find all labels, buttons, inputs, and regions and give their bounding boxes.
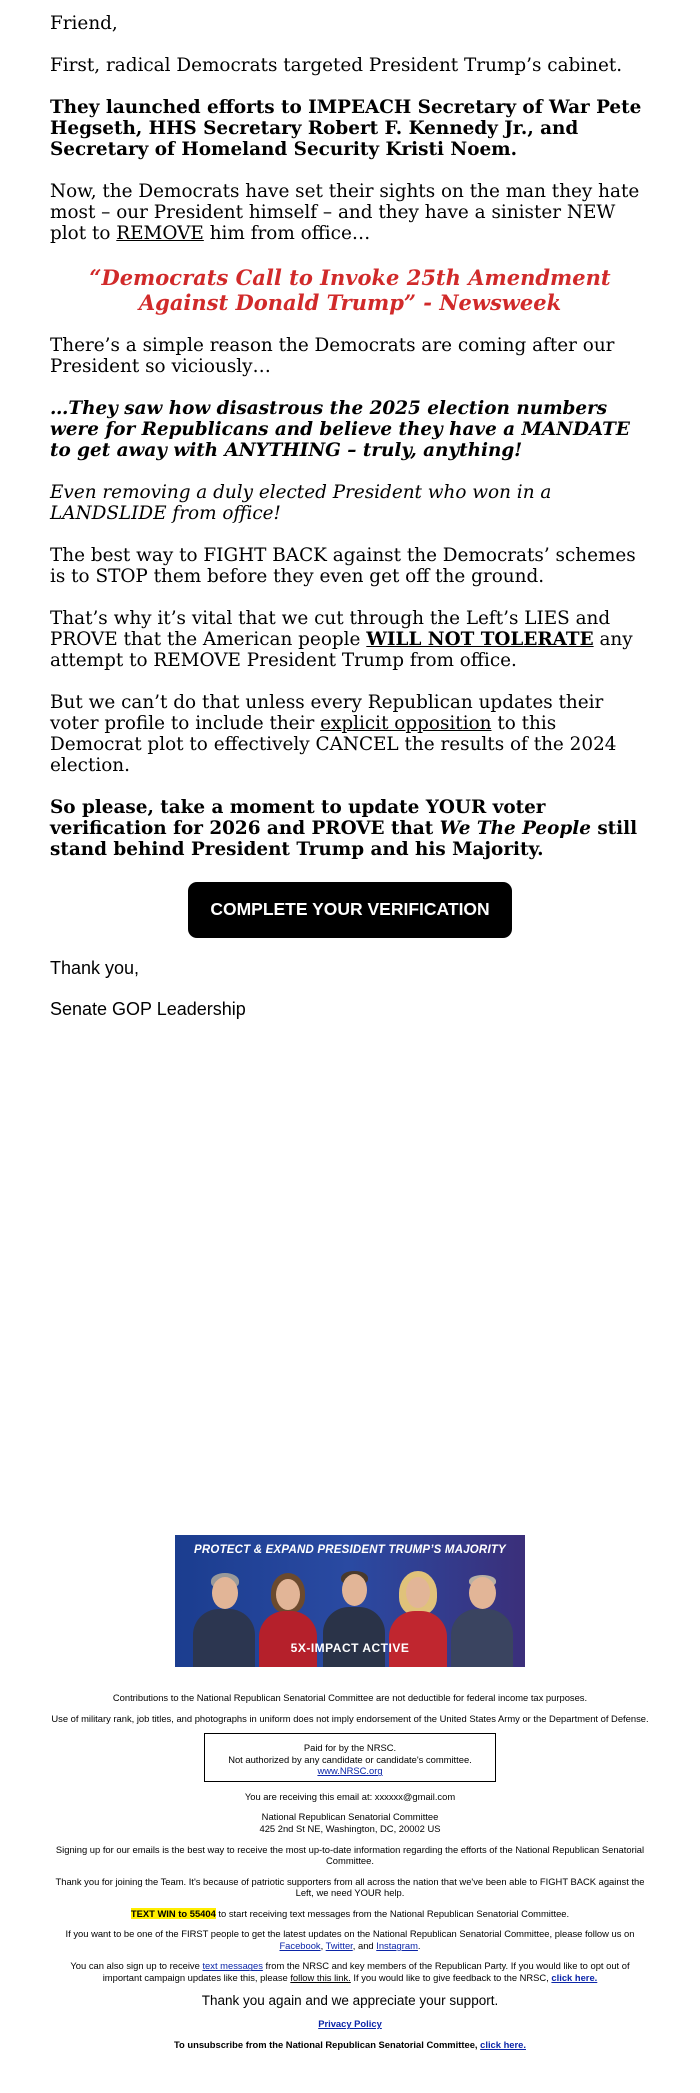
cta-container [50,882,650,938]
remove-underlined: REMOVE [116,222,204,244]
military-note: Use of military rank, job titles, and photographs in uniform does not imply endorsement of the United States Army or the Department of Defense. [51,1712,649,1724]
email-body [50,14,650,1041]
privacy-line [50,2018,650,2030]
paragraph-verification: So please, take a moment to update YOUR voter verification for 2026 and PROVE that We The People still stand behind President Trump and his Majority. [50,796,638,860]
thanks-team: Thank you for joining the Team. It's because of patriotic supporters from all across the nation that we've been able to FIGHT BACK against the Left, we need YOUR help. [55,1875,645,1899]
receiving-email: You are receiving this email at: xxxxxx@gmail.com [244,1790,456,1802]
will-not-tolerate: WILL NOT TOLERATE [366,628,594,650]
paragraph-impeach: They launched efforts to IMPEACH Secretary of War Pete Hegseth, HHS Secretary Robert F. Kennedy Jr., and Secretary of Homeland Security Kristi Noem. [50,96,642,160]
text-win-line: TEXT WIN to 55404 to start receiving text messages from the National Republican Senatorial Committee. [130,1907,570,1919]
unsubscribe-link[interactable]: click here. [480,2038,526,2050]
nrsc-site-link[interactable]: www.NRSC.org [317,1765,383,1777]
opt-out-link[interactable]: follow this link. [290,1972,351,1983]
newsweek-quote: “Democrats Call to Invoke 25th Amendment Against Donald Trump” - Newsweek [89,264,611,315]
thanks-again: Thank you again and we appreciate your support. [201,1992,499,2008]
tax-note: Contributions to the National Republican Senatorial Committee are not deductible for federal income tax purposes. [112,1692,588,1703]
feedback-link[interactable]: click here. [551,1972,598,1983]
paragraph-mandate: …They saw how disastrous the 2025 election numbers were for Republicans and believe they have a MANDATE to get away with ANYTHING – truly, anything! [50,398,630,462]
instagram-link[interactable]: Instagram [376,1939,418,1951]
signup-note: Signing up for our emails is the best way to receive the most up-to-date information regarding the efforts of the National Republican Senatorial Committee. [55,1843,645,1867]
paragraph-opposition: But we can’t do that unless every Republican updates their voter profile to include their explicit opposition to this Democrat plot to effectively CANCEL the results of the 2024 election. [50,691,617,776]
signoff: Thank you, [50,957,140,978]
paid-for-box: Paid for by the NRSC. Not authorized by any candidate or candidate's committee. www.NRSC.org [204,1733,496,1782]
text-messages-link[interactable]: text messages [202,1960,263,1972]
banner-badge: 5X-IMPACT ACTIVE [290,1641,410,1655]
greeting: Friend, [50,13,118,34]
sms-line: You can also sign up to receive text messages from the NRSC and key members of the Republican Party. If you would like to opt out of important campaign updates like this, please follow this link. If you would like to give feedback to the NRSC, click here. [70,1960,630,1983]
paragraph-landslide: Even removing a duly elected President who won in a LANDSLIDE from office! [50,482,552,525]
twitter-link[interactable]: Twitter [325,1939,353,1951]
paragraph-remove: Now, the Democrats have set their sights on the man they hate most – our President himself – and they have a sinister NEW plot to REMOVE him from office… [50,180,640,244]
explicit-opposition: explicit opposition [320,712,492,734]
signature: Senate GOP Leadership [50,999,246,1020]
paragraph-reason: There’s a simple reason the Democrats are coming after our President so viciously… [50,335,615,378]
complete-verification-button[interactable]: COMPLETE YOUR VERIFICATION [188,882,511,938]
unsubscribe-line: To unsubscribe from the National Republican Senatorial Committee, click here. [174,2038,526,2050]
banner-title: PROTECT & EXPAND PRESIDENT TRUMP’S MAJORITY [194,1544,506,1556]
majority-banner-image[interactable] [175,1535,525,1667]
footer [50,1692,650,2059]
paragraph-not-tolerate: That’s why it’s vital that we cut through the Left’s LIES and PROVE that the American people WILL NOT TOLERATE any attempt to REMOVE President Trump from office. [50,608,633,671]
text-win-highlight: TEXT WIN to 55404 [130,1907,216,1919]
paragraph-fight-back: The best way to FIGHT BACK against the Democrats’ schemes is to STOP them before they even get off the ground. [50,545,636,588]
follow-line: If you want to be one of the FIRST people to get the latest updates on the National Republican Senatorial Committee, please follow us on Facebook, Twitter, and Instagram. [65,1928,635,1951]
org-address: National Republican Senatorial Committee 425 2nd St NE, Washington, DC, 20002 US [259,1811,441,1834]
paragraph-cabinet: First, radical Democrats targeted President Trump’s cabinet. [50,54,623,76]
privacy-policy-link[interactable]: Privacy Policy [318,2018,382,2030]
facebook-link[interactable]: Facebook [279,1939,321,1951]
